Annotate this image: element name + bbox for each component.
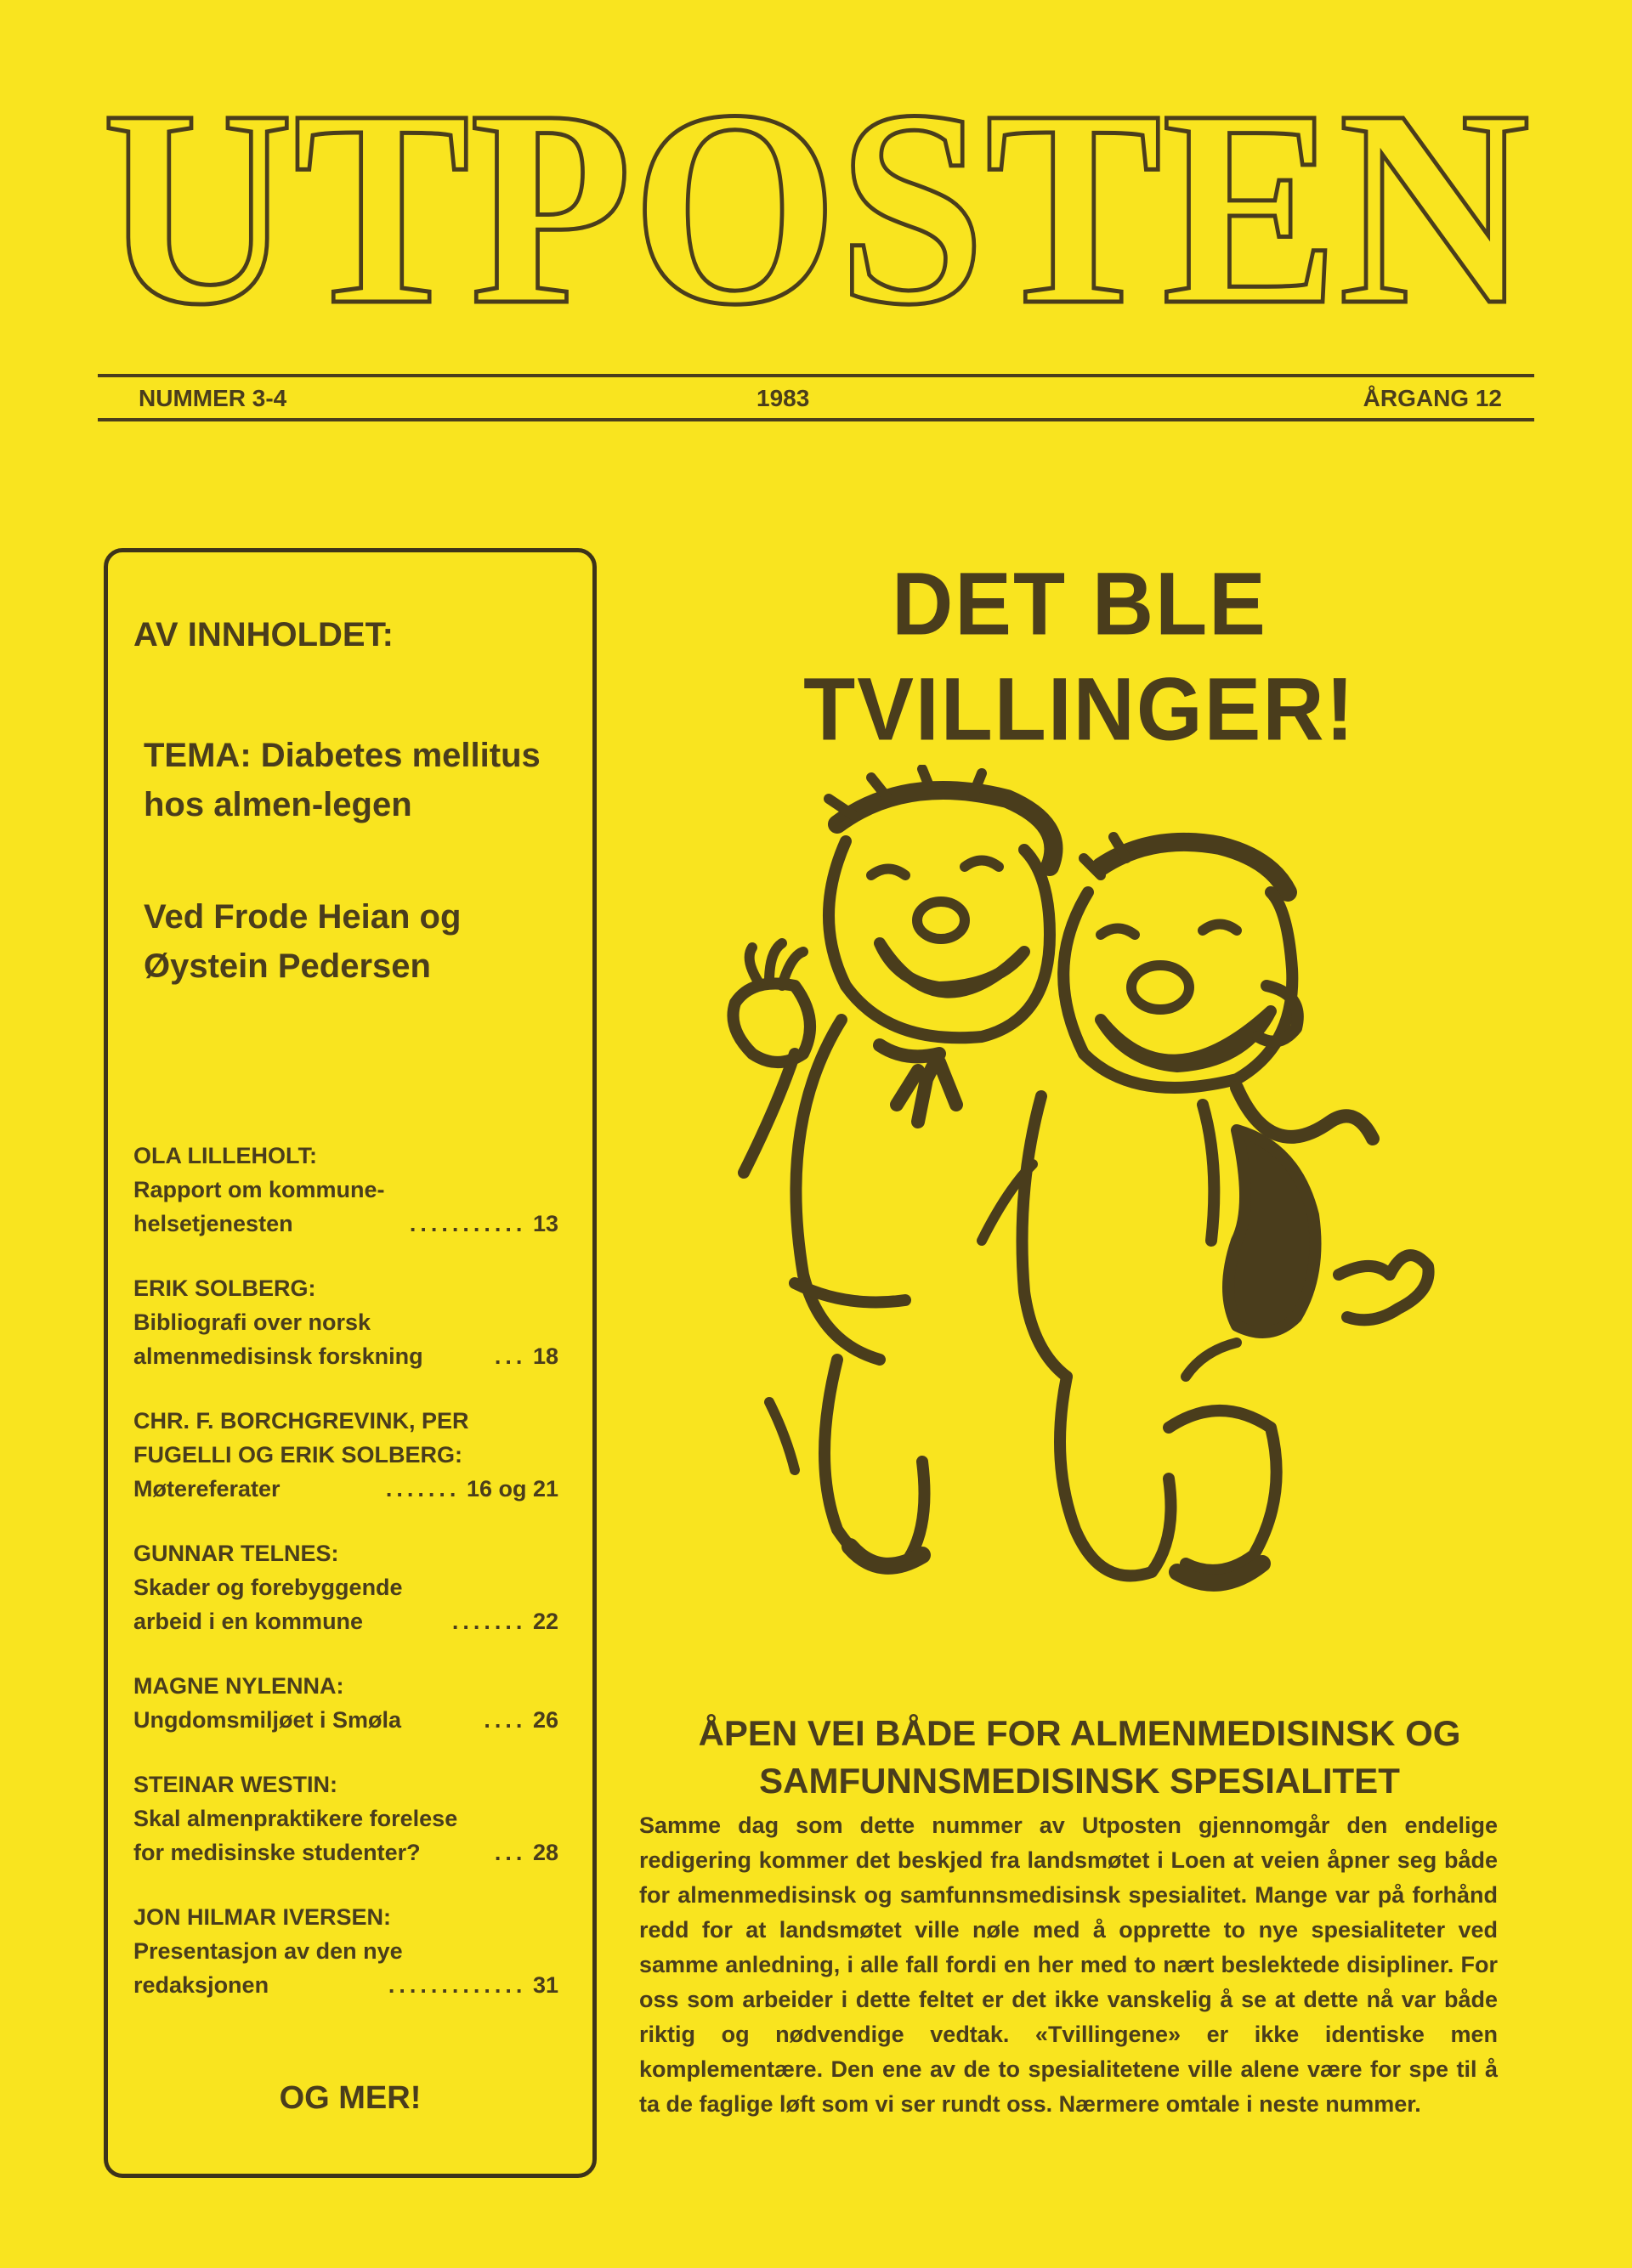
toc-entry-author: STEINAR WESTIN: xyxy=(133,1772,337,1797)
toc-entry-title: arbeid i en kommune xyxy=(133,1609,364,1634)
toc-entry-dots: ... xyxy=(494,1840,527,1865)
toc-entry-title: Bibliografi over norsk xyxy=(133,1309,371,1335)
toc-entry-author: MAGNE NYLENNA: xyxy=(133,1673,344,1699)
toc-theme: TEMA: Diabetes mellitus hos almen-legen xyxy=(144,737,541,823)
cover-headline xyxy=(612,551,1547,762)
toc-entry-title: Presentasjon av den nye xyxy=(133,1938,403,1964)
twins-illustration xyxy=(625,765,1517,1666)
toc-entry-author: JON HILMAR IVERSEN: xyxy=(133,1904,392,1930)
toc-entry-title: Skal almenpraktikere forelese xyxy=(133,1806,458,1831)
volume-number: ÅRGANG 12 xyxy=(1363,385,1502,411)
article-title: ÅPEN VEI BÅDE FOR ALMENMEDISINSK OG SAMFUNNSMEDISINSK SPESIALITET xyxy=(698,1713,1461,1801)
issue-year: 1983 xyxy=(756,385,810,411)
toc-entry[interactable] xyxy=(133,1900,558,2002)
toc-entry-title: almenmedisinsk forskning xyxy=(133,1343,423,1369)
toc-entry-author: GUNNAR TELNES: xyxy=(133,1541,339,1566)
toc-entry-page: 28 xyxy=(532,1840,558,1865)
toc-entry-author: CHR. F. BORCHGREVINK, PER FUGELLI OG ERIK SOLBERG: xyxy=(133,1408,469,1468)
masthead-title: UTPOSTEN xyxy=(102,89,1530,336)
masthead xyxy=(98,89,1534,336)
left-twin-figure xyxy=(734,769,1054,1568)
toc-entry-title: Ungdomsmiljøet i Smøla xyxy=(133,1707,402,1733)
toc-entry[interactable] xyxy=(133,1404,558,1506)
table-of-contents xyxy=(104,548,597,2178)
info-rule-bottom xyxy=(98,418,1534,421)
toc-entry-dots: ....... xyxy=(451,1609,527,1634)
toc-entry[interactable] xyxy=(133,1536,558,1638)
toc-entry-page: 13 xyxy=(532,1211,558,1236)
toc-entry-page: 16 og 21 xyxy=(466,1476,558,1502)
toc-entry[interactable] xyxy=(133,1139,558,1241)
toc-entry-page: 18 xyxy=(532,1343,558,1369)
toc-entry[interactable] xyxy=(133,1669,558,1737)
toc-theme-authors: Ved Frode Heian og Øystein Pedersen xyxy=(144,898,462,985)
toc-heading: AV INNHOLDET: xyxy=(133,616,394,653)
toc-entry-title: Rapport om kommune- xyxy=(133,1177,385,1202)
info-rule-top xyxy=(98,374,1534,377)
info-bar xyxy=(98,381,1534,416)
headline-line-1: DET BLE xyxy=(892,554,1267,654)
toc-entry-dots: .... xyxy=(484,1707,527,1733)
toc-entry-dots: ... xyxy=(494,1343,527,1369)
toc-entry-page: 31 xyxy=(532,1972,558,1998)
toc-entry-title: redaksjonen xyxy=(133,1972,269,1998)
toc-entry-page: 22 xyxy=(532,1609,558,1634)
toc-entry[interactable] xyxy=(133,1767,558,1869)
toc-entry-title: Skader og forebyggende xyxy=(133,1575,403,1600)
toc-entry-dots: ....... xyxy=(385,1476,461,1502)
toc-entry-title: Møtereferater xyxy=(133,1476,280,1502)
toc-more: OG MER! xyxy=(279,2080,422,2116)
toc-entry-title: for medisinske studenter? xyxy=(133,1840,421,1865)
toc-entry-title: helsetjenesten xyxy=(133,1211,293,1236)
toc-entries xyxy=(133,1139,558,2033)
toc-entry-dots: ............. xyxy=(388,1972,527,1998)
toc-entry[interactable] xyxy=(133,1271,558,1373)
toc-entry-author: OLA LILLEHOLT: xyxy=(133,1143,317,1168)
toc-entry-author: ERIK SOLBERG: xyxy=(133,1275,316,1301)
toc-entry-dots: ........... xyxy=(409,1211,527,1236)
issue-number: NUMMER 3-4 xyxy=(139,385,287,411)
headline-line-2: TVILLINGER! xyxy=(803,659,1356,760)
article-body: Samme dag som dette nummer av Utposten gjennomgår den endelige redigering kommer det beskjed fra landsmøtet i Loen at veien åpner seg både for almenmedisinsk og samfunnsmedisinsk spesialitet. Mange var på forhånd redd for at landsmøtet ville nøle med å opprette to nye spesialiteter ved samme anledning, i alle fall fordi en her med to nært beslektede disipliner. For oss som arbeider i dette feltet er det ikke vanskelig å se at dette nå var både riktig og nødvendige vedtak. «Tvillingene» er ikke identiske men komplementære. Den ene av de to spesialitetene ville alene være for spe til å ta de faglige løft som vi ser rundt oss. Nærmere omtale i neste nummer. xyxy=(639,1813,1498,2117)
toc-entry-page: 26 xyxy=(532,1707,558,1733)
masthead-logo xyxy=(98,89,1534,336)
